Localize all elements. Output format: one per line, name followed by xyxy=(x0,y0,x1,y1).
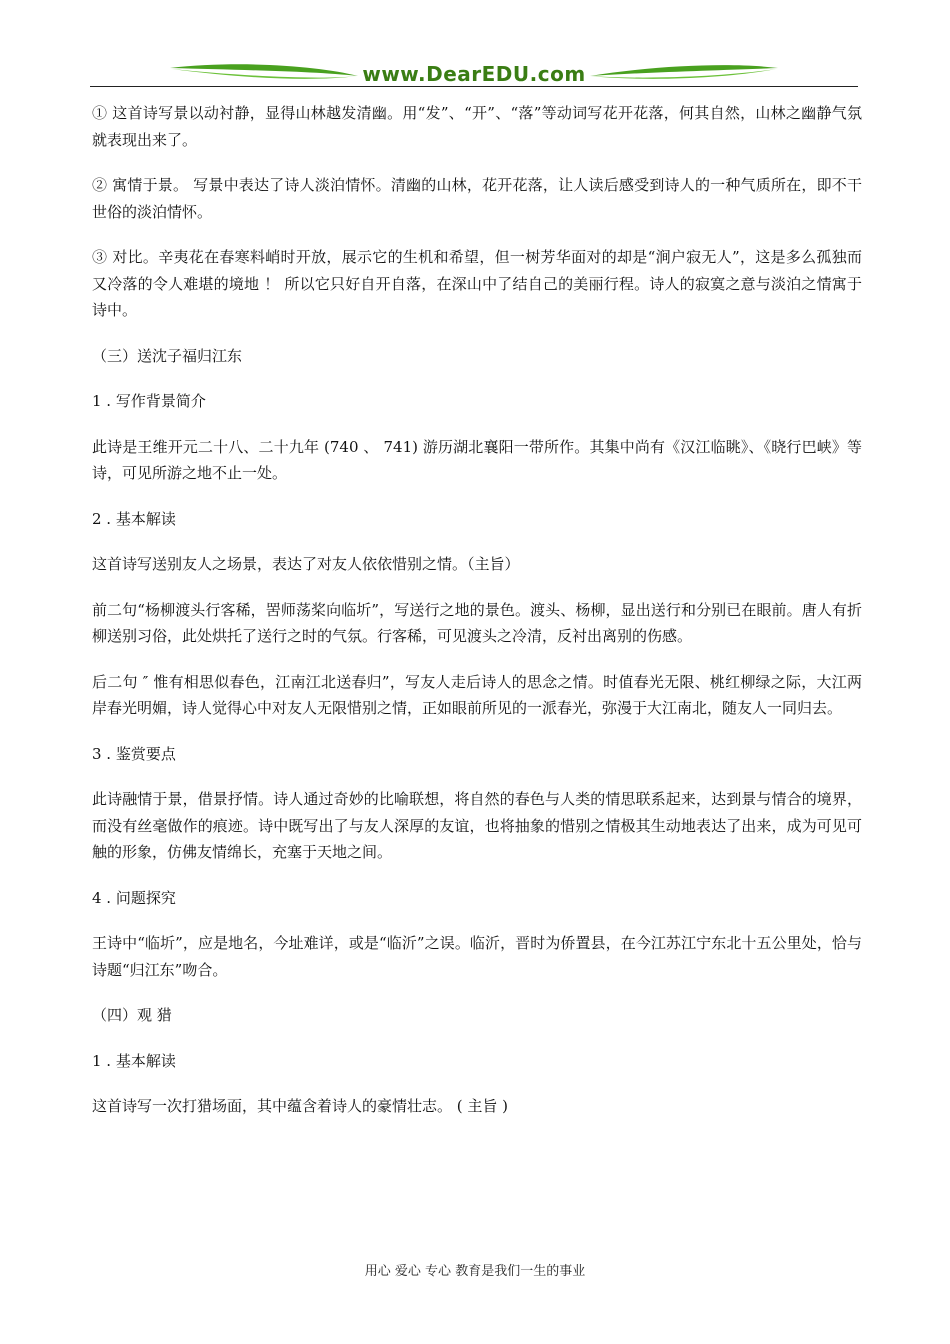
paragraph-hunting-theme: 这首诗写一次打猎场面，其中蕴含着诗人的豪情壮志。 ( 主旨 ) xyxy=(92,1097,509,1115)
paragraph-1: ① 这首诗写景以动衬静，显得山林越发清幽。用“发”、“开”、“落”等动词写花开花落，何其自然，山林之幽静气氛就表现出来了。 xyxy=(92,104,862,149)
site-logo-text: www.DearEDU.com xyxy=(362,62,586,86)
subheading-interpretation: 2 . 基本解读 xyxy=(92,509,176,528)
paragraph-appreciation: 此诗融情于景，借景抒情。诗人通过奇妙的比喻联想，将自然的春色与人类的情思联系起来，达到景与情合的境界，而没有丝毫做作的痕迹。诗中既写出了与友人深厚的友谊，也将抽象的惜别之情极其生动地表达了出来，成为可见可触的形象，仿佛友情绵长，充塞于天地之间。 xyxy=(92,790,862,861)
paragraph-first-lines: 前二句“杨柳渡头行客稀，罟师荡桨向临圻”，写送行之地的景色。渡头、杨柳，显出送行和分别已在眼前。唐人有折柳送别习俗，此处烘托了送行之时的气氛。行客稀，可见渡头之冷清，反衬出离别的伤感。 xyxy=(92,600,862,645)
paragraph-theme: 这首诗写送别友人之场景，表达了对友人依依惜别之情。（主旨） xyxy=(92,555,520,573)
header-divider xyxy=(90,86,858,87)
subheading-appreciation: 3 . 鉴赏要点 xyxy=(92,744,176,763)
document-body xyxy=(92,100,862,1120)
paragraph-background: 此诗是王维开元二十八、二十九年 (740 、 741) 游历湖北襄阳一带所作。其集中尚有《汉江临眺》、《晓行巴峡》等诗，可见所游之地不止一处。 xyxy=(92,437,862,482)
paragraph-2: ② 寓情于景。 写景中表达了诗人淡泊情怀。清幽的山林，花开花落，让人读后感受到诗人的一种气质所在，即不干世俗的淡泊情怀。 xyxy=(92,176,862,221)
subheading-interpretation-2: 1 . 基本解读 xyxy=(92,1051,176,1070)
page-footer: 用心 爱心 专心 教育是我们一生的事业 xyxy=(364,1264,586,1279)
paragraph-last-lines: 后二句 ″ 惟有相思似春色，江南江北送春归”，写友人走后诗人的思念之情。时值春光无限、桃红柳绿之际，大江两岸春光明媚，诗人觉得心中对友人无限惜别之情，正如眼前所见的一派春光，弥漫于大江南北，随友人一同归去。 xyxy=(92,672,862,717)
section-heading-4: （四）观 猎 xyxy=(92,1006,172,1024)
subheading-background: 1 . 写作背景简介 xyxy=(92,392,206,410)
paragraph-inquiry: 王诗中“临圻”，应是地名，今址难详，或是“临沂”之误。临沂，晋时为侨置县，在今江苏江宁东北十五公里处，恰与诗题“归江东”吻合。 xyxy=(92,934,862,979)
section-heading-3: （三）送沈子福归江东 xyxy=(92,346,243,365)
paragraph-3: ③ 对比。辛夷花在春寒料峭时开放，展示它的生机和希望，但一树芳华面对的却是“涧户寂无人”，这是多么孤独而又冷落的令人难堪的境地 ！ 所以它只好自开自落，在深山中了结自己的美丽行程。诗人的寂寞之意与淡泊之情寓于诗中。 xyxy=(92,248,862,319)
subheading-inquiry: 4 . 问题探究 xyxy=(92,888,176,907)
